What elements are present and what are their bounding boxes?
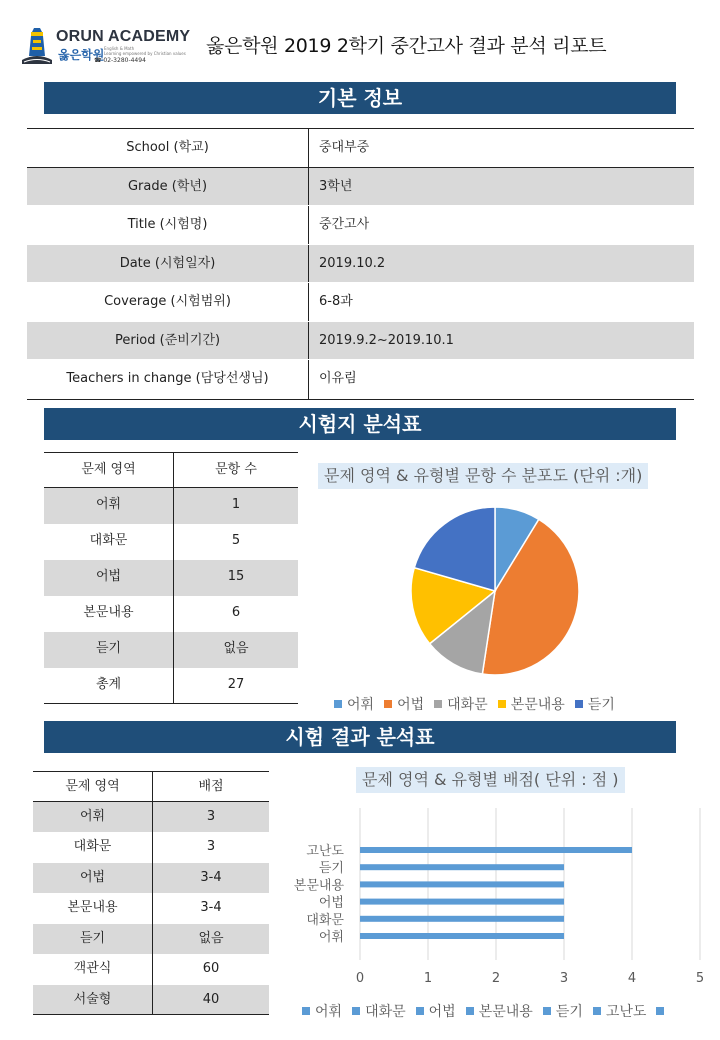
table-cell: 3-4	[200, 869, 222, 885]
table-cell: 27	[227, 677, 245, 692]
table-row	[33, 832, 269, 863]
table-row	[44, 560, 298, 596]
legend-label: 듣기	[555, 1004, 583, 1020]
table-row	[33, 924, 269, 955]
x-tick-label: 0	[355, 971, 365, 986]
table-header-row	[44, 452, 298, 488]
table-cell: 어법	[33, 863, 153, 894]
legend-item	[593, 1001, 647, 1021]
table-cell: 대화문	[33, 832, 153, 863]
logo-english-name: ORUN ACADEMY	[56, 28, 191, 45]
basic-info-table	[27, 128, 694, 400]
bar-chart-legend	[302, 1001, 679, 1021]
legend-item	[656, 1007, 669, 1015]
table-cell: 60	[202, 961, 220, 976]
score-table	[33, 771, 269, 1015]
table-header-cell: 문제 영역	[44, 453, 174, 487]
info-key: Teachers in change (담당선생님)	[27, 360, 309, 399]
info-key: Coverage (시험범위)	[27, 283, 309, 321]
table-row	[44, 668, 298, 704]
info-row	[27, 206, 694, 245]
legend-item	[466, 1001, 533, 1021]
x-tick-label: 2	[491, 971, 501, 986]
legend-label: 본문내용	[478, 1004, 533, 1020]
score-bar-chart	[280, 800, 716, 990]
table-row	[33, 954, 269, 985]
bar-어법	[360, 899, 564, 905]
y-category-label: 어휘	[318, 930, 344, 945]
table-row	[44, 524, 298, 560]
legend-item	[575, 694, 615, 714]
legend-item	[334, 694, 374, 714]
table-row	[33, 802, 269, 833]
table-row	[33, 863, 269, 894]
info-value: 2019.9.2~2019.10.1	[319, 332, 454, 348]
x-tick-label: 4	[627, 971, 637, 986]
legend-swatch	[302, 1007, 310, 1015]
legend-swatch	[384, 700, 392, 708]
table-cell: 듣기	[33, 924, 153, 955]
table-header-row	[33, 771, 269, 802]
legend-item	[434, 694, 488, 714]
legend-label: 본문내용	[510, 697, 565, 713]
table-cell: 3	[206, 808, 216, 824]
info-key: School (학교)	[27, 129, 309, 167]
table-cell: 3-4	[200, 900, 222, 915]
table-cell: 6	[231, 605, 241, 620]
legend-swatch	[352, 1007, 360, 1015]
x-tick-label: 5	[695, 971, 705, 986]
legend-swatch	[434, 700, 442, 708]
table-cell: 없음	[223, 641, 249, 656]
legend-label: 대화문	[447, 697, 488, 713]
table-cell: 본문내용	[44, 596, 174, 632]
section-basic-info: 기본 정보	[44, 82, 676, 114]
legend-item	[416, 1001, 456, 1021]
table-cell: 듣기	[44, 632, 174, 668]
info-key: Period (준비기간)	[27, 322, 309, 360]
table-cell: 40	[202, 991, 220, 1007]
question-distribution-pie-chart	[400, 496, 590, 686]
info-key: Grade (학년)	[27, 168, 309, 206]
legend-label: 어법	[428, 1004, 456, 1020]
info-row	[27, 168, 694, 207]
y-category-label: 고난도	[306, 844, 344, 859]
legend-label: 대화문	[365, 1004, 406, 1020]
y-category-label: 어법	[318, 895, 344, 911]
bar-chart-title: 문제 영역 & 유형별 배점( 단위 : 점 )	[356, 767, 625, 793]
table-cell: 3	[206, 839, 216, 854]
table-row	[44, 632, 298, 668]
y-category-label: 듣기	[318, 861, 344, 877]
table-header-cell: 문항 수	[215, 462, 257, 477]
info-value: 이유림	[319, 371, 357, 386]
table-row	[44, 488, 298, 524]
table-cell: 어법	[44, 560, 174, 596]
legend-swatch	[416, 1007, 424, 1015]
logo-tagline: English & Math Learning empowered by Christian values	[104, 46, 186, 56]
question-count-table	[44, 452, 298, 704]
table-cell: 어휘	[44, 488, 174, 524]
legend-item	[352, 1001, 406, 1021]
table-cell: 어휘	[33, 802, 153, 833]
legend-label: 고난도	[605, 1004, 647, 1020]
legend-swatch	[593, 1007, 601, 1015]
table-row	[44, 596, 298, 632]
table-cell: 총계	[44, 668, 174, 703]
table-cell: 15	[227, 569, 245, 584]
legend-swatch	[656, 1007, 664, 1015]
bar-어휘	[360, 933, 564, 939]
section-paper-analysis: 시험지 분석표	[44, 408, 676, 440]
legend-swatch	[466, 1007, 474, 1015]
info-key: Date (시험일자)	[27, 245, 309, 283]
legend-swatch	[334, 700, 342, 708]
bar-고난도	[360, 847, 632, 853]
lighthouse-icon	[20, 26, 54, 66]
table-row	[33, 985, 269, 1016]
info-value: 3학년	[319, 178, 353, 194]
table-header-cell: 문제 영역	[33, 772, 153, 801]
bar-대화문	[360, 916, 564, 922]
bar-듣기	[360, 864, 564, 870]
logo-korean-name: 옳은학원	[58, 48, 105, 62]
legend-swatch	[575, 700, 583, 708]
info-value: 중대부중	[319, 140, 370, 155]
pie-chart-legend	[334, 694, 625, 714]
table-cell: 본문내용	[33, 893, 153, 924]
legend-label: 어휘	[315, 1004, 343, 1020]
info-value: 6-8과	[319, 294, 353, 309]
info-row	[27, 245, 694, 284]
pie-chart-title: 문제 영역 & 유형별 문항 수 분포도 (단위 :개)	[318, 463, 648, 489]
legend-label: 어법	[397, 697, 425, 713]
table-cell: 없음	[198, 930, 224, 946]
legend-item	[384, 694, 424, 714]
y-category-label: 대화문	[306, 912, 344, 928]
table-cell: 1	[231, 497, 241, 512]
info-row	[27, 129, 694, 168]
academy-logo	[20, 26, 195, 66]
legend-swatch	[498, 700, 506, 708]
table-cell: 5	[231, 533, 241, 548]
table-cell: 서술형	[33, 985, 153, 1015]
logo-phone: ☎ 02-3280-4494	[94, 57, 146, 64]
legend-item	[302, 1001, 342, 1021]
legend-label: 듣기	[587, 697, 615, 713]
table-cell: 대화문	[44, 524, 174, 560]
bar-본문내용	[360, 881, 564, 887]
section-result-analysis: 시험 결과 분석표	[44, 721, 676, 753]
table-row	[33, 893, 269, 924]
info-key: Title (시험명)	[27, 206, 309, 244]
x-tick-label: 3	[559, 971, 569, 986]
info-row	[27, 322, 694, 361]
x-tick-label: 1	[423, 971, 433, 986]
y-category-label: 본문내용	[293, 878, 344, 894]
table-cell: 객관식	[33, 954, 153, 985]
legend-item	[543, 1001, 583, 1021]
table-header-cell: 배점	[198, 779, 224, 794]
legend-swatch	[543, 1007, 551, 1015]
info-value: 2019.10.2	[319, 255, 386, 271]
info-value: 중간고사	[319, 217, 370, 232]
legend-item	[498, 694, 565, 714]
info-row	[27, 283, 694, 322]
report-title: 옳은학원 2019 2학기 중간고사 결과 분석 리포트	[206, 35, 607, 57]
info-row	[27, 360, 694, 399]
legend-label: 어휘	[347, 697, 375, 713]
